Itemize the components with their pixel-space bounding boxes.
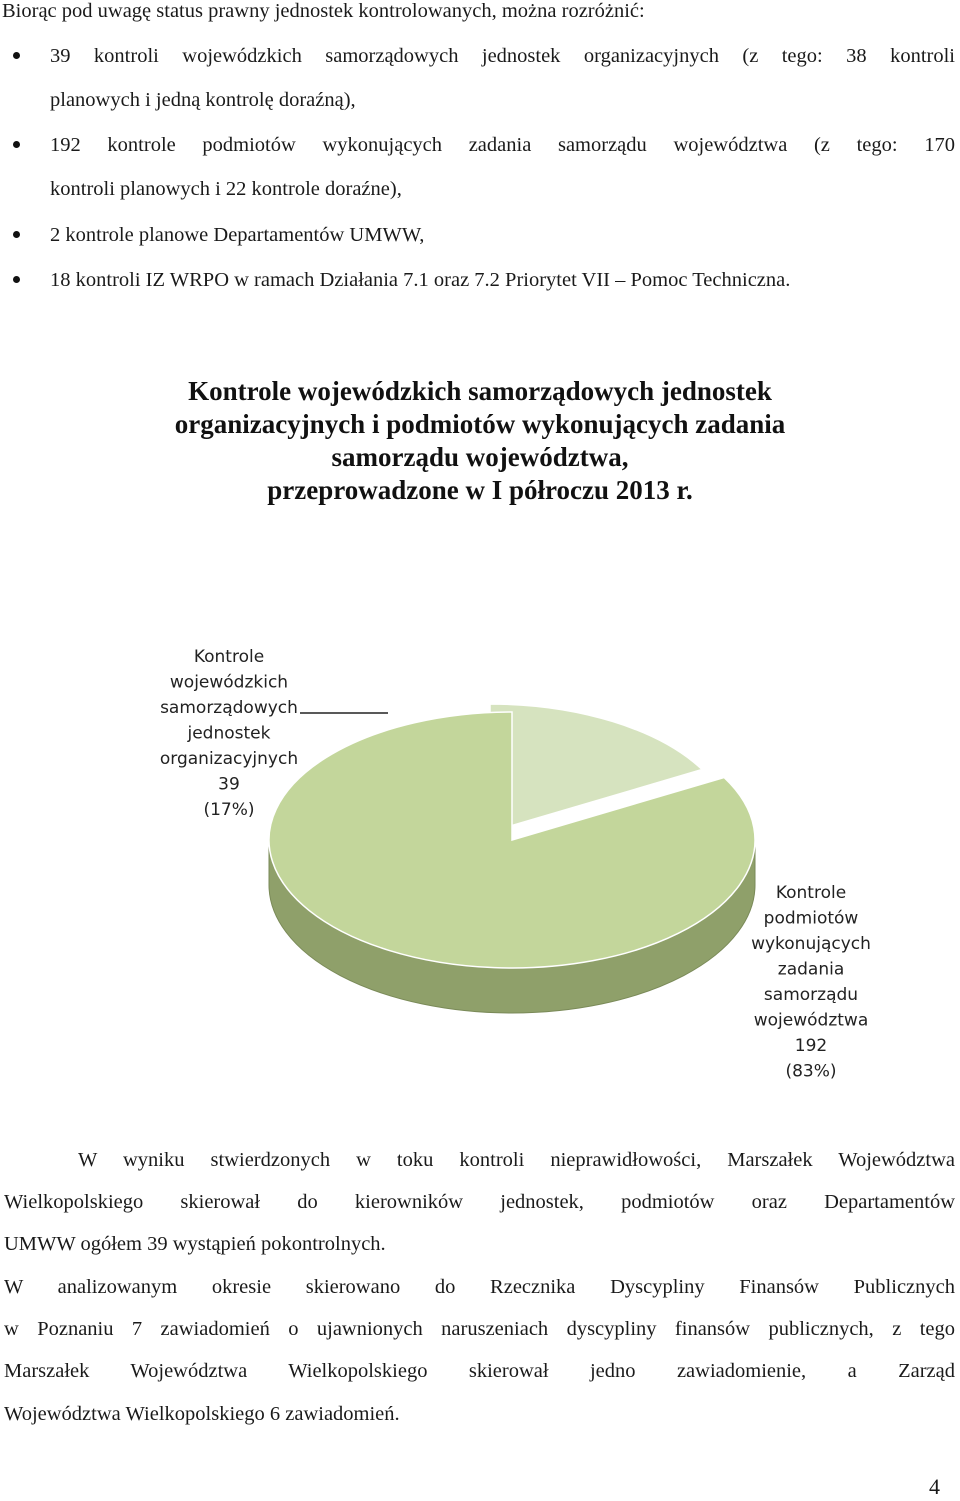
chart-title-line-3: samorządu województwa,	[331, 442, 629, 472]
pie-label-podmioty-line: zadania	[777, 959, 845, 980]
bullet-item-2-line-1: 192 kontrole podmiotów wykonujących zadania samorządu województwa (z tego: 170	[50, 134, 955, 156]
pie-label-jednostki-line: samorządowych	[160, 698, 298, 718]
paragraph-1-line-3: UMWW ogółem 39 wystąpień pokontrolnych.	[4, 1233, 386, 1255]
paragraph-1-line-1: W wyniku stwierdzonych w toku kontroli nieprawidłowości, Marszałek Województwa	[78, 1149, 955, 1171]
bullet-item-4: 18 kontroli IZ WRPO w ramach Działania 7.1 oraz 7.2 Priorytet VII – Pomoc Techniczna.	[50, 269, 791, 291]
pie-label-jednostki-line: (17%)	[203, 800, 255, 820]
intro-text: Biorąc pod uwagę status prawny jednostek kontrolowanych, można rozróżnić:	[2, 0, 645, 22]
chart-title-line-2: organizacyjnych i podmiotów wykonujących zadania	[174, 409, 786, 439]
pie-label-podmioty-line: (83%)	[785, 1061, 837, 1082]
pie-label-jednostki-line: wojewódzkich	[169, 672, 289, 693]
bullet-item-1-line-1: 39 kontroli wojewódzkich samorządowych jednostek organizacyjnych (z tego: 38 kontroli	[50, 45, 955, 67]
bullet-item-3: 2 kontrole planowe Departamentów UMWW,	[50, 224, 425, 246]
bullet-item-2-line-2: kontroli planowych i 22 kontrole doraźne),	[50, 178, 402, 200]
page-number: 4	[929, 1474, 940, 1499]
pie-label-podmioty-line: województwa	[753, 1010, 869, 1031]
bullet-icon	[13, 231, 20, 238]
pie-label-jednostki-line: jednostek	[187, 723, 271, 744]
pie-chart	[0, 630, 960, 1130]
paragraph-2-line-3: Marszałek Województwa Wielkopolskiego skierował jedno zawiadomienie, a Zarząd	[4, 1360, 955, 1382]
bullet-icon	[13, 141, 20, 148]
pie-label-podmioty	[751, 883, 871, 1082]
pie-slice-podmioty	[269, 712, 755, 968]
pie-label-jednostki-line: organizacyjnych	[159, 749, 299, 769]
pie-label-jednostki-line: 39	[218, 774, 240, 795]
bullet-icon	[13, 52, 20, 59]
pie-label-podmioty-line: Kontrole	[775, 883, 847, 903]
pie-label-jednostki	[160, 647, 298, 820]
paragraph-2-line-2: w Poznaniu 7 zawiadomień o ujawnionych naruszeniach dyscypliny finansów publicznych, z tego	[4, 1318, 955, 1340]
pie-label-podmioty-line: samorządu	[763, 985, 859, 1005]
paragraph-2-line-1: W analizowanym okresie skierowano do Rzecznika Dyscypliny Finansów Publicznych	[4, 1276, 955, 1298]
bullet-item-1-line-2: planowych i jedną kontrolę doraźną),	[50, 89, 356, 111]
chart-title-line-1: Kontrole wojewódzkich samorządowych jednostek	[188, 376, 772, 406]
chart-title-line-4: przeprowadzone w I półroczu 2013 r.	[267, 475, 693, 505]
pie-label-podmioty-line: 192	[794, 1036, 828, 1056]
paragraph-1-line-2: Wielkopolskiego skierował do kierowników jednostek, podmiotów oraz Departamentów	[4, 1191, 955, 1213]
pie-label-podmioty-line: wykonujących	[751, 934, 871, 954]
bullet-icon	[13, 276, 20, 283]
pie-label-jednostki-line: Kontrole	[193, 647, 265, 667]
chart-title	[0, 375, 960, 507]
paragraph-2-line-4: Województwa Wielkopolskiego 6 zawiadomień.	[4, 1403, 400, 1425]
pie-label-podmioty-line: podmiotów	[763, 908, 859, 929]
